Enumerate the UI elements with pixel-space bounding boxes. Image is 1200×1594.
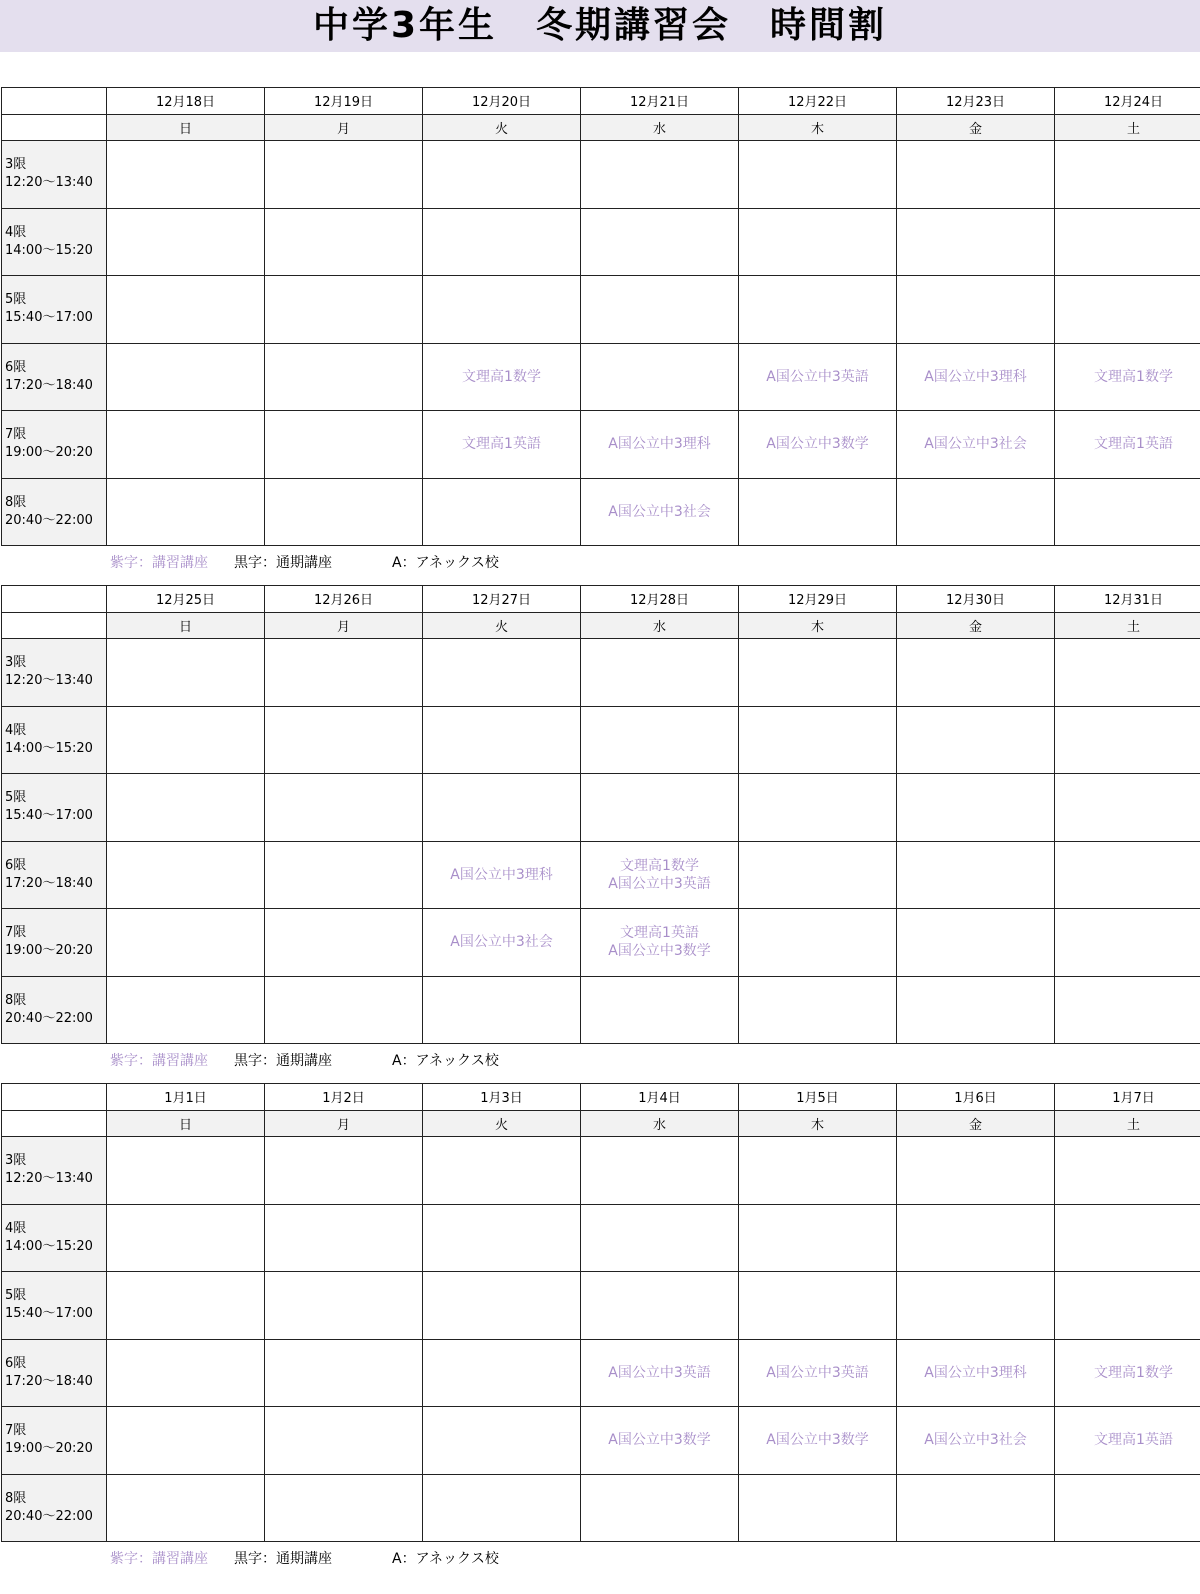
schedule-cell bbox=[423, 208, 581, 276]
schedule-cell bbox=[1055, 1474, 1200, 1542]
weekday-cell: 土 bbox=[1055, 1110, 1200, 1137]
period-row bbox=[2, 1407, 1200, 1475]
schedule-cell bbox=[265, 639, 423, 707]
period-name: 3限 bbox=[5, 1153, 27, 1169]
legend bbox=[1, 1542, 1199, 1574]
course-entry: 文理高1数学 bbox=[1094, 368, 1173, 385]
period-name: 4限 bbox=[5, 1220, 27, 1236]
schedule-cell bbox=[423, 1137, 581, 1205]
period-label bbox=[2, 909, 107, 977]
period-time: 17:20〜18:40 bbox=[5, 377, 93, 393]
legend bbox=[1, 546, 1199, 578]
date-cell: 12月23日 bbox=[897, 88, 1055, 115]
period-name: 3限 bbox=[5, 655, 27, 671]
period-label bbox=[2, 1272, 107, 1340]
period-label bbox=[2, 1407, 107, 1475]
period-row bbox=[2, 343, 1200, 411]
schedule-cell bbox=[1055, 411, 1200, 479]
schedule-cell bbox=[739, 141, 897, 209]
schedule-cell bbox=[423, 706, 581, 774]
corner-cell bbox=[2, 1110, 107, 1137]
weekday-cell: 木 bbox=[739, 612, 897, 639]
schedule-cell bbox=[107, 208, 265, 276]
period-label bbox=[2, 276, 107, 344]
legend-purple: 紫字：講習講座 bbox=[110, 555, 208, 571]
schedule-cell bbox=[265, 1137, 423, 1205]
period-row bbox=[2, 411, 1200, 479]
weekday-cell: 木 bbox=[739, 114, 897, 141]
period-label bbox=[2, 639, 107, 707]
date-cell: 12月20日 bbox=[423, 88, 581, 115]
period-time: 14:00〜15:20 bbox=[5, 242, 93, 258]
schedule-cell bbox=[581, 1339, 739, 1407]
period-name: 3限 bbox=[5, 157, 27, 173]
period-name: 5限 bbox=[5, 790, 27, 806]
date-cell: 12月29日 bbox=[739, 586, 897, 613]
week-timetable bbox=[1, 585, 1199, 1076]
schedule-cell bbox=[107, 976, 265, 1044]
weekday-header-row bbox=[2, 612, 1200, 639]
weekday-cell: 水 bbox=[581, 1110, 739, 1137]
date-cell: 12月25日 bbox=[107, 586, 265, 613]
period-name: 4限 bbox=[5, 722, 27, 738]
course-entry: A国公立中3社会 bbox=[450, 934, 553, 951]
corner-cell bbox=[2, 88, 107, 115]
schedule-cell bbox=[265, 141, 423, 209]
schedule-cell bbox=[423, 478, 581, 546]
schedule-cell bbox=[739, 1339, 897, 1407]
schedule-cell bbox=[897, 1339, 1055, 1407]
timetable-table bbox=[1, 87, 1200, 546]
schedule-cell bbox=[107, 1204, 265, 1272]
course-entry: A国公立中3数学 bbox=[608, 1432, 711, 1449]
schedule-cell bbox=[265, 976, 423, 1044]
period-row bbox=[2, 774, 1200, 842]
period-row bbox=[2, 909, 1200, 977]
period-row bbox=[2, 1339, 1200, 1407]
course-entry: 文理高1数学 bbox=[620, 857, 699, 874]
schedule-cell bbox=[107, 141, 265, 209]
legend-black: 黒字：通期講座 bbox=[234, 1551, 332, 1567]
corner-cell bbox=[2, 612, 107, 639]
schedule-cell bbox=[739, 706, 897, 774]
period-label bbox=[2, 343, 107, 411]
period-row bbox=[2, 276, 1200, 344]
course-entry: A国公立中3理科 bbox=[608, 436, 711, 453]
course-entry: A国公立中3英語 bbox=[608, 875, 711, 892]
date-cell: 12月21日 bbox=[581, 88, 739, 115]
schedule-cell bbox=[897, 1137, 1055, 1205]
legend-black: 黒字：通期講座 bbox=[234, 555, 332, 571]
course-entry: 文理高1英語 bbox=[620, 925, 699, 942]
date-cell: 12月19日 bbox=[265, 88, 423, 115]
date-cell: 12月24日 bbox=[1055, 88, 1200, 115]
date-cell: 12月28日 bbox=[581, 586, 739, 613]
schedule-cell bbox=[423, 411, 581, 479]
schedule-cell bbox=[107, 411, 265, 479]
schedule-cell bbox=[1055, 1204, 1200, 1272]
date-cell: 12月31日 bbox=[1055, 586, 1200, 613]
schedule-cell bbox=[581, 1137, 739, 1205]
course-entry: A国公立中3数学 bbox=[766, 436, 869, 453]
schedule-cell bbox=[581, 141, 739, 209]
period-name: 8限 bbox=[5, 494, 27, 510]
schedule-cell bbox=[739, 1272, 897, 1340]
period-name: 7限 bbox=[5, 1423, 27, 1439]
schedule-cell bbox=[1055, 706, 1200, 774]
schedule-cell bbox=[423, 639, 581, 707]
schedule-cell bbox=[739, 976, 897, 1044]
period-name: 7限 bbox=[5, 427, 27, 443]
schedule-cell bbox=[897, 1474, 1055, 1542]
legend-annex: A：アネックス校 bbox=[392, 555, 499, 571]
weekday-cell: 水 bbox=[581, 114, 739, 141]
weekday-cell: 火 bbox=[423, 1110, 581, 1137]
period-time: 14:00〜15:20 bbox=[5, 740, 93, 756]
period-time: 15:40〜17:00 bbox=[5, 1306, 93, 1322]
period-row bbox=[2, 208, 1200, 276]
schedule-cell bbox=[581, 909, 739, 977]
schedule-cell bbox=[739, 343, 897, 411]
schedule-cell bbox=[265, 1204, 423, 1272]
course-entry: A国公立中3数学 bbox=[608, 943, 711, 960]
period-name: 4限 bbox=[5, 224, 27, 240]
period-label bbox=[2, 706, 107, 774]
period-time: 20:40〜22:00 bbox=[5, 1010, 93, 1026]
date-cell: 1月7日 bbox=[1055, 1084, 1200, 1111]
period-time: 20:40〜22:00 bbox=[5, 1508, 93, 1524]
week-timetable bbox=[1, 1083, 1199, 1574]
course-entry: A国公立中3社会 bbox=[924, 1432, 1027, 1449]
schedule-cell bbox=[1055, 478, 1200, 546]
period-label bbox=[2, 411, 107, 479]
schedule-cell bbox=[739, 478, 897, 546]
period-time: 14:00〜15:20 bbox=[5, 1238, 93, 1254]
schedule-cell bbox=[107, 639, 265, 707]
schedule-cell bbox=[423, 1339, 581, 1407]
schedule-cell bbox=[107, 1339, 265, 1407]
course-entry: A国公立中3理科 bbox=[924, 368, 1027, 385]
page-title: 中学3年生 冬期講習会 時間割 bbox=[312, 5, 888, 46]
timetable-table bbox=[1, 585, 1200, 1044]
weekday-cell: 金 bbox=[897, 114, 1055, 141]
schedule-cell bbox=[581, 976, 739, 1044]
schedule-cell bbox=[265, 774, 423, 842]
schedule-cell bbox=[423, 774, 581, 842]
schedule-cell bbox=[739, 774, 897, 842]
schedule-cell bbox=[897, 1272, 1055, 1340]
period-label bbox=[2, 478, 107, 546]
period-row bbox=[2, 1474, 1200, 1542]
period-time: 12:20〜13:40 bbox=[5, 175, 93, 191]
schedule-cell bbox=[1055, 276, 1200, 344]
date-header-row bbox=[2, 586, 1200, 613]
schedule-cell bbox=[107, 841, 265, 909]
schedule-cell bbox=[107, 276, 265, 344]
schedule-cell bbox=[423, 276, 581, 344]
schedule-cell bbox=[581, 343, 739, 411]
period-time: 15:40〜17:00 bbox=[5, 808, 93, 824]
schedule-cell bbox=[739, 276, 897, 344]
schedule-cell bbox=[739, 1137, 897, 1205]
weekday-cell: 火 bbox=[423, 114, 581, 141]
schedule-cell bbox=[107, 1272, 265, 1340]
schedule-cell bbox=[897, 774, 1055, 842]
schedule-cell bbox=[739, 208, 897, 276]
schedule-cell bbox=[1055, 343, 1200, 411]
course-entry: A国公立中3理科 bbox=[924, 1364, 1027, 1381]
schedule-cell bbox=[423, 976, 581, 1044]
period-label bbox=[2, 208, 107, 276]
schedule-cell bbox=[107, 478, 265, 546]
weekday-cell: 日 bbox=[107, 612, 265, 639]
schedule-cell bbox=[581, 276, 739, 344]
period-row bbox=[2, 1137, 1200, 1205]
schedule-cell bbox=[1055, 1407, 1200, 1475]
course-entry: A国公立中3理科 bbox=[450, 866, 553, 883]
legend-purple: 紫字：講習講座 bbox=[110, 1053, 208, 1069]
schedule-cell bbox=[1055, 774, 1200, 842]
schedule-cell bbox=[739, 639, 897, 707]
schedule-cell bbox=[1055, 841, 1200, 909]
schedule-cell bbox=[739, 411, 897, 479]
date-cell: 1月4日 bbox=[581, 1084, 739, 1111]
schedule-cell bbox=[581, 639, 739, 707]
schedule-cell bbox=[107, 1137, 265, 1205]
schedule-cell bbox=[423, 1407, 581, 1475]
schedule-cell bbox=[265, 1407, 423, 1475]
weekday-header-row bbox=[2, 1110, 1200, 1137]
schedule-cell bbox=[423, 343, 581, 411]
schedule-cell bbox=[265, 343, 423, 411]
course-entry: A国公立中3英語 bbox=[766, 1364, 869, 1381]
schedule-cell bbox=[581, 411, 739, 479]
period-row bbox=[2, 141, 1200, 209]
weekday-cell: 火 bbox=[423, 612, 581, 639]
schedule-cell bbox=[739, 841, 897, 909]
legend bbox=[1, 1044, 1199, 1076]
period-time: 15:40〜17:00 bbox=[5, 310, 93, 326]
period-row bbox=[2, 976, 1200, 1044]
schedule-cell bbox=[897, 1407, 1055, 1475]
corner-cell bbox=[2, 1084, 107, 1111]
date-cell: 1月6日 bbox=[897, 1084, 1055, 1111]
week-timetable bbox=[1, 87, 1199, 578]
period-row bbox=[2, 1204, 1200, 1272]
period-label bbox=[2, 841, 107, 909]
schedule-cell bbox=[423, 1272, 581, 1340]
weekday-cell: 金 bbox=[897, 1110, 1055, 1137]
schedule-cell bbox=[581, 1474, 739, 1542]
period-row bbox=[2, 706, 1200, 774]
legend-annex: A：アネックス校 bbox=[392, 1053, 499, 1069]
period-row bbox=[2, 841, 1200, 909]
course-entry: A国公立中3数学 bbox=[766, 1432, 869, 1449]
period-name: 6限 bbox=[5, 857, 27, 873]
schedule-cell bbox=[1055, 1339, 1200, 1407]
schedule-cell bbox=[265, 909, 423, 977]
schedule-cell bbox=[581, 706, 739, 774]
course-entry: A国公立中3英語 bbox=[608, 1364, 711, 1381]
weekday-header-row bbox=[2, 114, 1200, 141]
date-cell: 12月22日 bbox=[739, 88, 897, 115]
course-entry: A国公立中3英語 bbox=[766, 368, 869, 385]
weekday-cell: 土 bbox=[1055, 114, 1200, 141]
course-entry: 文理高1英語 bbox=[462, 436, 541, 453]
period-name: 5限 bbox=[5, 1288, 27, 1304]
period-row bbox=[2, 478, 1200, 546]
period-name: 6限 bbox=[5, 359, 27, 375]
timetable-table bbox=[1, 1083, 1200, 1542]
schedule-cell bbox=[897, 411, 1055, 479]
date-cell: 1月2日 bbox=[265, 1084, 423, 1111]
schedule-cell bbox=[265, 1339, 423, 1407]
period-label bbox=[2, 1339, 107, 1407]
weekday-cell: 日 bbox=[107, 114, 265, 141]
date-cell: 1月5日 bbox=[739, 1084, 897, 1111]
schedule-cell bbox=[265, 208, 423, 276]
legend-black: 黒字：通期講座 bbox=[234, 1053, 332, 1069]
schedule-cell bbox=[423, 141, 581, 209]
date-cell: 1月1日 bbox=[107, 1084, 265, 1111]
date-cell: 1月3日 bbox=[423, 1084, 581, 1111]
period-time: 20:40〜22:00 bbox=[5, 512, 93, 528]
period-name: 8限 bbox=[5, 1490, 27, 1506]
period-time: 19:00〜20:20 bbox=[5, 445, 93, 461]
weekday-cell: 金 bbox=[897, 612, 1055, 639]
schedule-cell bbox=[1055, 909, 1200, 977]
schedule-cell bbox=[107, 774, 265, 842]
schedule-cell bbox=[107, 706, 265, 774]
corner-cell bbox=[2, 586, 107, 613]
period-label bbox=[2, 1474, 107, 1542]
schedule-cell bbox=[265, 1272, 423, 1340]
weekday-cell: 水 bbox=[581, 612, 739, 639]
course-entry: A国公立中3社会 bbox=[924, 436, 1027, 453]
schedule-cell bbox=[897, 706, 1055, 774]
schedule-cell bbox=[581, 478, 739, 546]
title-bar bbox=[0, 0, 1200, 52]
schedule-cell bbox=[897, 639, 1055, 707]
schedule-cell bbox=[1055, 976, 1200, 1044]
schedule-cell bbox=[265, 411, 423, 479]
period-time: 12:20〜13:40 bbox=[5, 1171, 93, 1187]
period-label bbox=[2, 141, 107, 209]
schedule-cell bbox=[739, 1407, 897, 1475]
weekday-cell: 木 bbox=[739, 1110, 897, 1137]
schedule-cell bbox=[1055, 1272, 1200, 1340]
schedule-cell bbox=[739, 1474, 897, 1542]
schedule-cell bbox=[739, 909, 897, 977]
schedule-cell bbox=[423, 1204, 581, 1272]
weekday-cell: 月 bbox=[265, 114, 423, 141]
schedule-cell bbox=[897, 841, 1055, 909]
period-row bbox=[2, 639, 1200, 707]
schedule-cell bbox=[581, 1272, 739, 1340]
period-time: 19:00〜20:20 bbox=[5, 1441, 93, 1457]
schedule-cell bbox=[1055, 141, 1200, 209]
schedule-cell bbox=[897, 208, 1055, 276]
period-label bbox=[2, 1204, 107, 1272]
date-cell: 12月30日 bbox=[897, 586, 1055, 613]
schedule-cell bbox=[107, 343, 265, 411]
schedule-cell bbox=[265, 1474, 423, 1542]
schedule-cell bbox=[581, 1407, 739, 1475]
date-cell: 12月27日 bbox=[423, 586, 581, 613]
schedule-cell bbox=[423, 909, 581, 977]
schedule-cell bbox=[107, 1407, 265, 1475]
corner-cell bbox=[2, 114, 107, 141]
period-label bbox=[2, 976, 107, 1044]
schedule-cell bbox=[897, 909, 1055, 977]
schedule-cell bbox=[423, 841, 581, 909]
weekday-cell: 月 bbox=[265, 612, 423, 639]
schedule-cell bbox=[897, 1204, 1055, 1272]
date-cell: 12月18日 bbox=[107, 88, 265, 115]
period-row bbox=[2, 1272, 1200, 1340]
schedule-cell bbox=[581, 774, 739, 842]
course-entry: 文理高1英語 bbox=[1094, 1432, 1173, 1449]
weekday-cell: 日 bbox=[107, 1110, 265, 1137]
course-entry: A国公立中3社会 bbox=[608, 503, 711, 520]
date-header-row bbox=[2, 1084, 1200, 1111]
schedule-cell bbox=[897, 141, 1055, 209]
schedule-cell bbox=[897, 276, 1055, 344]
weekday-cell: 土 bbox=[1055, 612, 1200, 639]
date-header-row bbox=[2, 88, 1200, 115]
legend-purple: 紫字：講習講座 bbox=[110, 1551, 208, 1567]
schedule-cell bbox=[739, 1204, 897, 1272]
schedule-cell bbox=[265, 478, 423, 546]
schedule-cell bbox=[897, 343, 1055, 411]
period-name: 5限 bbox=[5, 292, 27, 308]
schedule-cell bbox=[1055, 1137, 1200, 1205]
course-entry: 文理高1数学 bbox=[462, 368, 541, 385]
period-name: 8限 bbox=[5, 992, 27, 1008]
schedule-cell bbox=[581, 208, 739, 276]
legend-annex: A：アネックス校 bbox=[392, 1551, 499, 1567]
period-time: 19:00〜20:20 bbox=[5, 943, 93, 959]
schedule-cell bbox=[581, 1204, 739, 1272]
schedule-cell bbox=[1055, 639, 1200, 707]
course-entry: 文理高1英語 bbox=[1094, 436, 1173, 453]
schedule-cell bbox=[107, 1474, 265, 1542]
schedule-cell bbox=[265, 706, 423, 774]
schedule-cell bbox=[581, 841, 739, 909]
period-label bbox=[2, 774, 107, 842]
period-time: 12:20〜13:40 bbox=[5, 673, 93, 689]
period-time: 17:20〜18:40 bbox=[5, 1373, 93, 1389]
period-label bbox=[2, 1137, 107, 1205]
course-entry: 文理高1数学 bbox=[1094, 1364, 1173, 1381]
schedule-cell bbox=[265, 841, 423, 909]
period-name: 6限 bbox=[5, 1355, 27, 1371]
schedule-cell bbox=[107, 909, 265, 977]
date-cell: 12月26日 bbox=[265, 586, 423, 613]
schedule-cell bbox=[1055, 208, 1200, 276]
schedule-cell bbox=[897, 478, 1055, 546]
schedule-cell bbox=[265, 276, 423, 344]
weekday-cell: 月 bbox=[265, 1110, 423, 1137]
schedule-cell bbox=[897, 976, 1055, 1044]
period-time: 17:20〜18:40 bbox=[5, 875, 93, 891]
schedule-cell bbox=[423, 1474, 581, 1542]
period-name: 7限 bbox=[5, 925, 27, 941]
